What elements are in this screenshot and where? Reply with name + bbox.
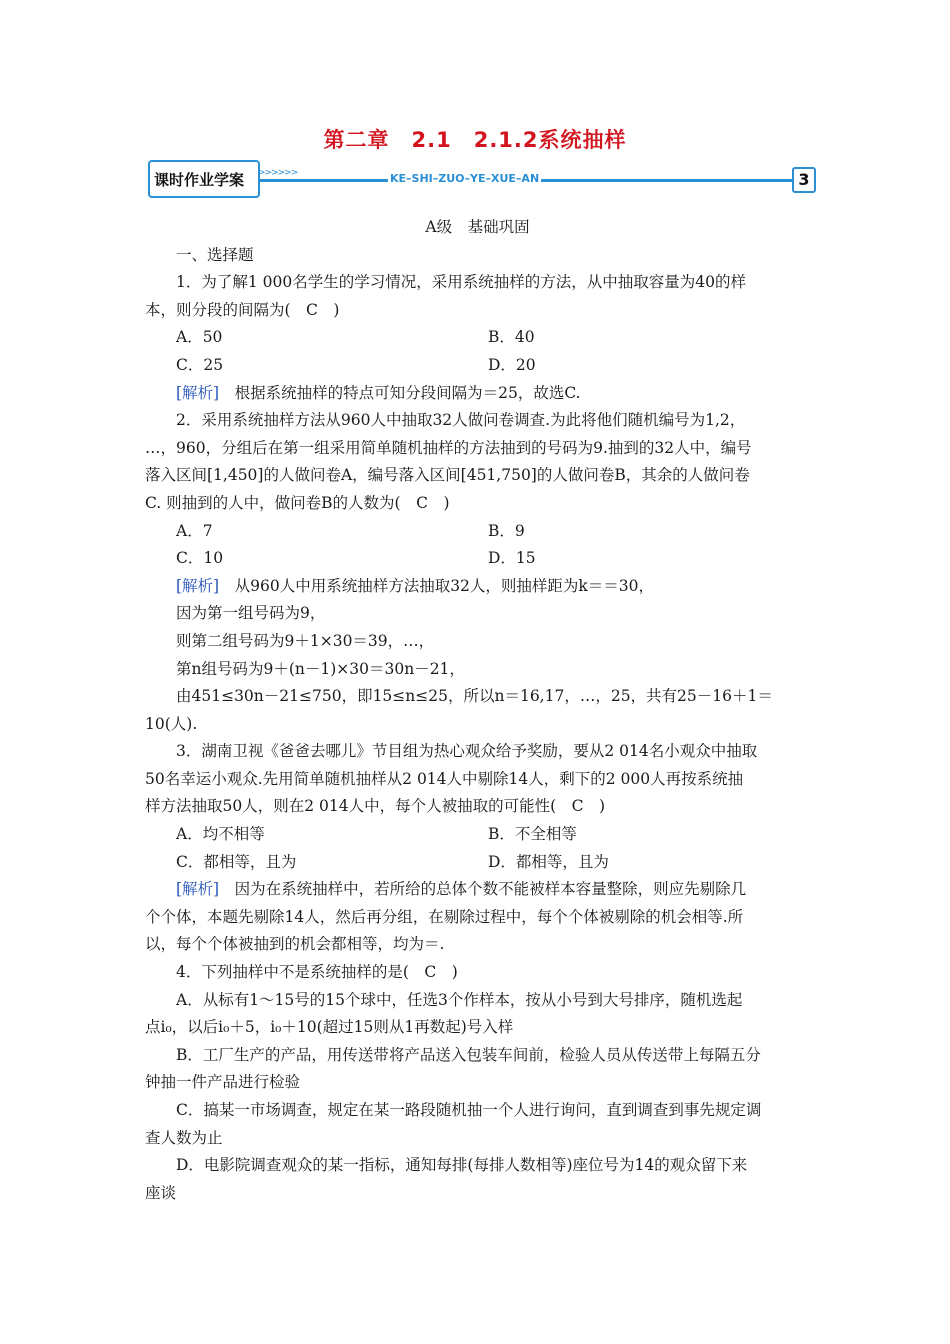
q1-line1: 1．为了解1 000名学生的学习情况，采用系统抽样的方法，从中抽取容量为40的样 [176,273,746,292]
explanation-tag: [解析] [176,576,220,595]
page-title: 第二章 2.1 2.1.2系统抽样 [323,128,627,152]
banner-label: 课时作业学案 [154,171,245,189]
section-heading: 一、选择题 [176,245,254,264]
q1-option-d: D．20 [488,355,536,374]
q4-option-c-line1: C．搞某一市场调查，规定在某一路段随机抽一个人进行询问，直到调查到事先规定调 [176,1101,762,1119]
q4-option-b-line1: B．工厂生产的产品，用传送带将产品送入包装车间前，检验人员从传送带上每隔五分 [176,1045,761,1064]
q4-option-d-line1: D．电影院调查观众的某一指标，通知每排(每排人数相等)座位号为14的观众留下来 [176,1156,748,1175]
banner-pinyin: KE–SHI–ZUO–YE–XUE–AN [390,172,540,185]
q1-explanation [145,380,810,408]
q2-line3: 落入区间[1,450]的人做问卷A，编号落入区间[451,750]的人做问卷B，其余的人做问卷 [145,466,750,485]
q4-option-c-line2: 查人数为止 [145,1128,223,1147]
q3-line3: 样方法抽取50人，则在2 014人中，每个人被抽取的可能性( C ) [145,797,606,816]
q4-option-b-line2: 钟抽一件产品进行检验 [145,1073,301,1092]
q3-explanation-line3: 以，每个个体被抽到的机会都相等，均为＝. [145,935,445,954]
q2-explanation-text: 从960人中用系统抽样方法抽取32人，则抽样距为k＝＝30， [219,576,655,595]
q2-explanation-line3: 则第二组号码为9＋1×30＝39，…， [176,631,435,650]
q1-explanation-text: 根据系统抽样的特点可知分段间隔为＝25，故选C. [219,383,581,402]
section-banner [148,160,816,200]
q2-explanation-line6: 10(人). [145,714,198,733]
q3-line1: 3．湖南卫视《爸爸去哪儿》节目组为热心观众给予奖励，要从2 014名小观众中抽取 [176,742,758,761]
q2-option-a: A．7 [176,521,213,540]
q3-line2: 50名幸运小观众.先用简单随机抽样从2 014人中剔除14人，剩下的2 000人再按系统抽 [145,769,744,788]
q4-option-a-line2: 点i₀，以后i₀＋5，i₀＋10(超过15则从1再数起)号入样 [145,1018,514,1037]
q3-explanation-text: 因为在系统抽样中，若所给的总体个数不能被样本容量整除，则应先剔除几 [219,880,747,899]
q3-options-row2 [145,849,810,877]
q1-options-row2 [145,352,810,380]
q2-explanation-line2: 因为第一组号码为9， [176,604,326,623]
q3-explanation-line2: 个个体，本题先剔除14人，然后再分组，在剔除过程中，每个个体被剔除的机会相等.所 [145,907,744,926]
exercise-content [145,214,810,1207]
explanation-tag: [解析] [176,880,220,899]
q1-option-c: C．25 [176,355,224,374]
q2-explanation-line5: 由451≤30n－21≤750，即15≤n≤25，所以n＝16,17，…，25，共有25－16＋1＝ [176,687,773,706]
q2-explanation [145,573,810,601]
q2-option-b: B．9 [488,521,525,540]
level-heading: A级 基础巩固 [425,218,530,236]
q2-options-row2 [145,545,810,573]
q4-option-d-line2: 座谈 [145,1183,177,1202]
q4-option-a-line1: A．从标有1～15号的15个球中，任选3个作样本，按从小号到大号排序，随机选起 [176,990,743,1009]
q3-option-a: A．均不相等 [176,825,265,844]
banner-arrows: >>>>>> [258,168,298,178]
q3-options-row1 [145,821,810,849]
q2-explanation-line4: 第n组号码为9＋(n－1)×30＝30n－21， [176,659,465,678]
q2-options-row1 [145,518,810,546]
banner-number: 3 [792,167,816,193]
q3-explanation [145,876,810,904]
q1-option-a: A．50 [176,328,223,347]
q2-line4: C. 则抽到的人中，做问卷B的人数为( C ) [145,493,450,512]
q1-option-b: B．40 [488,328,535,347]
q3-option-d: D．都相等，且为 [488,852,609,871]
q1-options-row1 [145,324,810,352]
q2-line1: 2．采用系统抽样方法从960人中抽取32人做问卷调查.为此将他们随机编号为1,2， [176,411,746,430]
explanation-tag: [解析] [176,383,220,402]
q4-line1: 4．下列抽样中不是系统抽样的是( C ) [176,963,458,982]
q1-line2: 本，则分段的间隔为( C ) [145,300,340,319]
q2-line2: …，960，分组后在第一组采用简单随机抽样的方法抽到的号码为9.抽到的32人中，编号 [145,438,752,457]
q3-option-b: B．不全相等 [488,825,577,844]
q2-option-c: C．10 [176,549,224,568]
q2-option-d: D．15 [488,549,536,568]
q3-option-c: C．都相等，且为 [176,852,297,871]
banner-box [148,160,260,198]
